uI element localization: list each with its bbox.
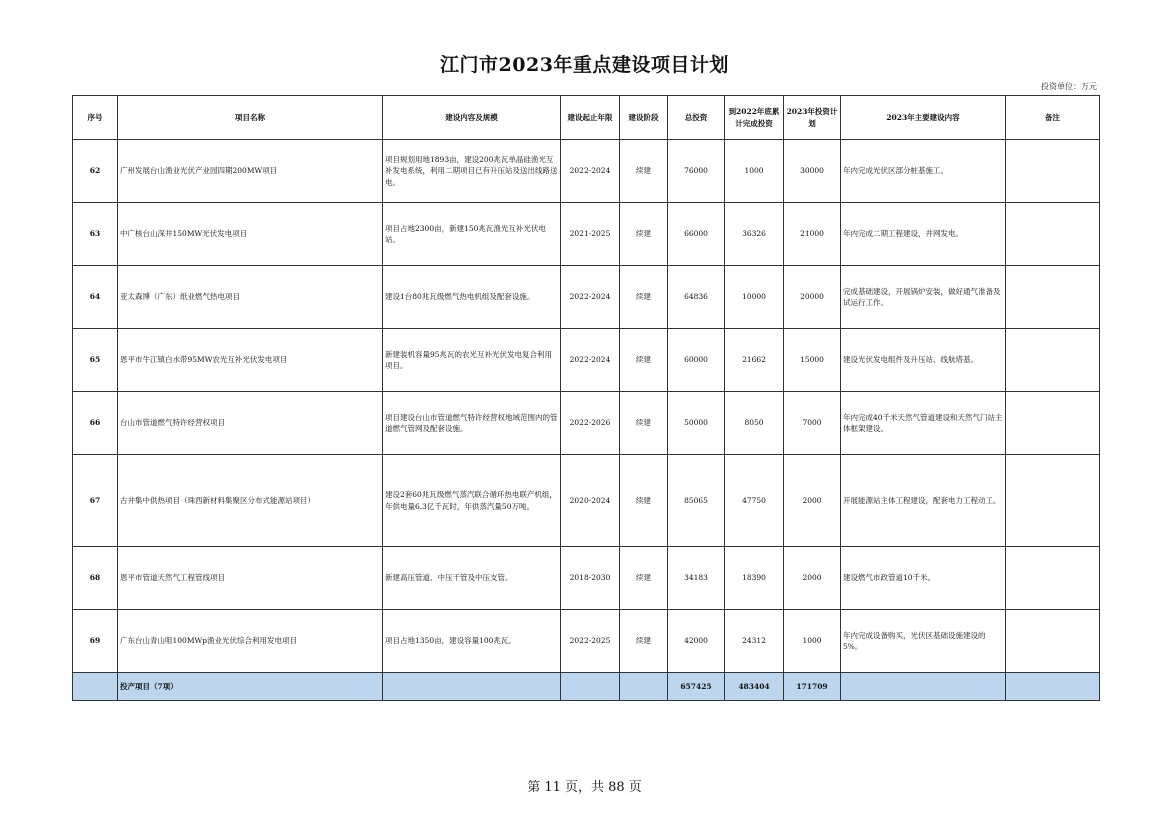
cell-note xyxy=(1006,392,1100,455)
cell-stage: 续建 xyxy=(620,329,668,392)
table-row xyxy=(73,610,1100,673)
total-cell-scope xyxy=(383,673,561,701)
cell-plan: 20000 xyxy=(784,266,841,329)
total-plan: 171709 xyxy=(784,673,841,701)
cell-stage: 续建 xyxy=(620,547,668,610)
cell-seq: 66 xyxy=(73,392,118,455)
cell-stage: 续建 xyxy=(620,266,668,329)
cell-scope: 建设1台80兆瓦级燃气热电机组及配套设施。 xyxy=(383,266,561,329)
cell-scope: 建设2套60兆瓦级燃气蒸汽联合循环热电联产机组，年供电量6.3亿千瓦时，年供蒸汽量50万吨。 xyxy=(383,455,561,547)
cell-done: 1000 xyxy=(725,140,784,203)
cell-name: 亚太森博（广东）纸业燃气热电项目 xyxy=(118,266,383,329)
cell-scope: 新建高压管道、中压干管及中压支管。 xyxy=(383,547,561,610)
cell-plan: 15000 xyxy=(784,329,841,392)
col-header-scope: 建设内容及规模 xyxy=(383,96,561,140)
cell-plan: 30000 xyxy=(784,140,841,203)
cell-plan: 1000 xyxy=(784,610,841,673)
total-label: 投产项目（7项） xyxy=(118,673,383,701)
page-title: 江门市2023年重点建设项目计划 xyxy=(440,54,729,76)
cell-total: 66000 xyxy=(668,203,725,266)
cell-total: 85065 xyxy=(668,455,725,547)
cell-total: 60000 xyxy=(668,329,725,392)
total-cell-period xyxy=(561,673,620,701)
cell-total: 34183 xyxy=(668,547,725,610)
cell-seq: 63 xyxy=(73,203,118,266)
cell-note xyxy=(1006,329,1100,392)
cell-done: 24312 xyxy=(725,610,784,673)
cell-content: 年内完成光伏区部分桩基施工。 xyxy=(841,140,1006,203)
cell-period: 2022-2024 xyxy=(561,329,620,392)
cell-scope: 项目规划用地1893亩，建设200兆瓦单晶硅渔光互补发电系统，利用二期项目已有升压站及送出线路送电。 xyxy=(383,140,561,203)
table-row xyxy=(73,455,1100,547)
cell-content: 开展能源站主体工程建设，配套电力工程动工。 xyxy=(841,455,1006,547)
col-header-seq: 序号 xyxy=(73,96,118,140)
cell-stage: 续建 xyxy=(620,610,668,673)
cell-plan: 2000 xyxy=(784,547,841,610)
cell-name: 台山市管道燃气特许经营权项目 xyxy=(118,392,383,455)
col-header-done: 到2022年底累计完成投资 xyxy=(725,96,784,140)
cell-period: 2022-2024 xyxy=(561,266,620,329)
cell-name: 中广核台山深井150MW光伏发电项目 xyxy=(118,203,383,266)
cell-content: 完成基础建设，开展锅炉安装，做好通气准备及试运行工作。 xyxy=(841,266,1006,329)
total-cell-note xyxy=(1006,673,1100,701)
cell-period: 2020-2024 xyxy=(561,455,620,547)
cell-note xyxy=(1006,610,1100,673)
table-row xyxy=(73,392,1100,455)
col-header-total: 总投资 xyxy=(668,96,725,140)
cell-name: 广东台山青山咀100MWp渔业光伏综合利用发电项目 xyxy=(118,610,383,673)
col-header-stage: 建设阶段 xyxy=(620,96,668,140)
total-investment: 657425 xyxy=(668,673,725,701)
cell-content: 建设光伏发电组件及升压站、线航塔基。 xyxy=(841,329,1006,392)
cell-note xyxy=(1006,140,1100,203)
cell-note xyxy=(1006,266,1100,329)
cell-seq: 62 xyxy=(73,140,118,203)
col-header-note: 备注 xyxy=(1006,96,1100,140)
cell-note xyxy=(1006,203,1100,266)
cell-scope: 新建装机容量95兆瓦的农光互补光伏发电复合利用项目。 xyxy=(383,329,561,392)
header-row xyxy=(73,96,1100,140)
unit-label: 投资单位：万元 xyxy=(1041,82,1097,91)
total-row xyxy=(73,673,1100,701)
cell-seq: 65 xyxy=(73,329,118,392)
cell-period: 2022-2026 xyxy=(561,392,620,455)
table-row xyxy=(73,140,1100,203)
cell-done: 36326 xyxy=(725,203,784,266)
col-header-plan: 2023年投资计划 xyxy=(784,96,841,140)
cell-done: 21662 xyxy=(725,329,784,392)
cell-content: 年内完成二期工程建设，并网发电。 xyxy=(841,203,1006,266)
cell-period: 2022-2025 xyxy=(561,610,620,673)
cell-content: 年内完成40千米天然气管道建设和天然气门站主体框架建设。 xyxy=(841,392,1006,455)
cell-scope: 项目占地1350亩，建设容量100兆瓦。 xyxy=(383,610,561,673)
cell-content: 建设燃气市政管道10千米。 xyxy=(841,547,1006,610)
cell-seq: 69 xyxy=(73,610,118,673)
cell-seq: 68 xyxy=(73,547,118,610)
cell-total: 64836 xyxy=(668,266,725,329)
cell-name: 恩平市牛江镇白水带95MW农光互补光伏发电项目 xyxy=(118,329,383,392)
col-header-period: 建设起止年限 xyxy=(561,96,620,140)
cell-stage: 续建 xyxy=(620,203,668,266)
table-row xyxy=(73,329,1100,392)
cell-scope: 项目建设台山市管道燃气特许经营权地域范围内的管道燃气管网及配套设施。 xyxy=(383,392,561,455)
cell-name: 恩平市管道天然气工程管线项目 xyxy=(118,547,383,610)
col-header-content: 2023年主要建设内容 xyxy=(841,96,1006,140)
cell-stage: 续建 xyxy=(620,140,668,203)
cell-note xyxy=(1006,547,1100,610)
cell-plan: 21000 xyxy=(784,203,841,266)
cell-total: 42000 xyxy=(668,610,725,673)
page-footer: 第 11 页，共 88 页 xyxy=(527,780,642,795)
table-row xyxy=(73,203,1100,266)
cell-period: 2018-2030 xyxy=(561,547,620,610)
cell-done: 10000 xyxy=(725,266,784,329)
total-cell-seq xyxy=(73,673,118,701)
project-table xyxy=(72,95,1100,701)
cell-name: 广州发展台山渔业光伏产业园四期200MW项目 xyxy=(118,140,383,203)
total-cell-content xyxy=(841,673,1006,701)
cell-content: 年内完成设备购买，光伏区基础设施建设的5%。 xyxy=(841,610,1006,673)
table-row xyxy=(73,266,1100,329)
cell-total: 50000 xyxy=(668,392,725,455)
table-row xyxy=(73,547,1100,610)
cell-done: 8050 xyxy=(725,392,784,455)
cell-done: 47750 xyxy=(725,455,784,547)
total-done: 483404 xyxy=(725,673,784,701)
cell-done: 18390 xyxy=(725,547,784,610)
cell-note xyxy=(1006,455,1100,547)
cell-period: 2021-2025 xyxy=(561,203,620,266)
total-cell-stage xyxy=(620,673,668,701)
cell-seq: 67 xyxy=(73,455,118,547)
cell-stage: 续建 xyxy=(620,455,668,547)
cell-name: 古井集中供热项目（珠西新材料集聚区分布式能源站项目） xyxy=(118,455,383,547)
cell-seq: 64 xyxy=(73,266,118,329)
cell-stage: 续建 xyxy=(620,392,668,455)
cell-scope: 项目占地2300亩，新建150兆瓦渔光互补光伏电站。 xyxy=(383,203,561,266)
cell-total: 76000 xyxy=(668,140,725,203)
cell-period: 2022-2024 xyxy=(561,140,620,203)
col-header-name: 项目名称 xyxy=(118,96,383,140)
cell-plan: 7000 xyxy=(784,392,841,455)
cell-plan: 2000 xyxy=(784,455,841,547)
